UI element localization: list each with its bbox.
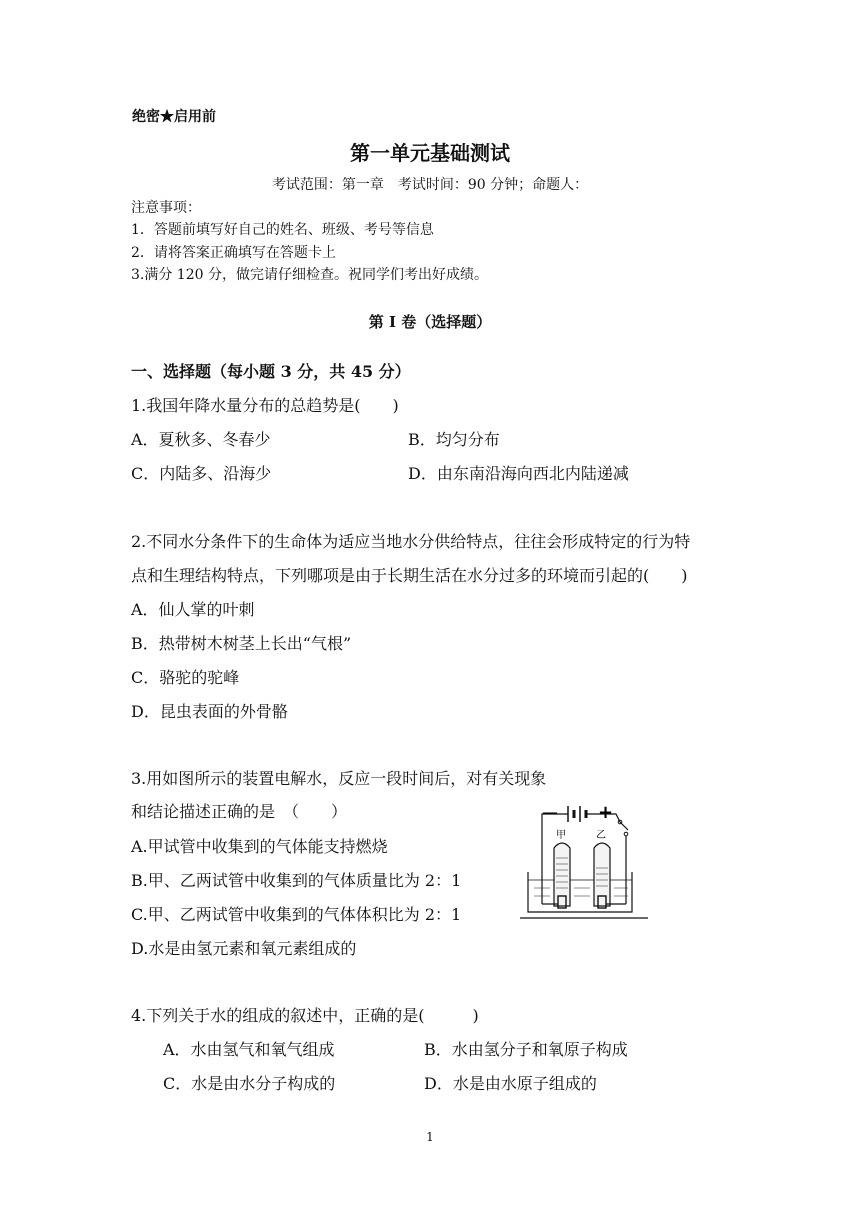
electrolysis-apparatus-figure	[520, 800, 648, 922]
option: C．水是由水分子构成的	[163, 1074, 336, 1093]
option: C．骆驼的驼峰	[131, 668, 240, 687]
option: B.甲、乙两试管中收集到的气体质量比为 2：1	[131, 871, 462, 890]
tube-label-yi: 乙	[596, 830, 606, 841]
notes-title: 注意事项：	[131, 200, 201, 216]
note-line: 3.满分 120 分，做完请仔细检查。祝同学们考出好成绩。	[131, 267, 488, 283]
question-stem-line: 和结论描述正确的是 （ ）	[131, 802, 348, 821]
option: A．夏秋多、冬春少	[131, 430, 271, 449]
option: B．热带树木树茎上长出“气根”	[131, 634, 352, 653]
page-number: 1	[426, 1130, 434, 1144]
question-stem: 1.我国年降水量分布的总趋势是( )	[131, 396, 399, 415]
page-title: 第一单元基础测试	[350, 141, 510, 165]
option: D．昆虫表面的外骨骼	[131, 702, 288, 721]
part-title: 一、选择题（每小题 3 分，共 45 分）	[131, 362, 411, 381]
option: B．均匀分布	[408, 430, 500, 449]
question-stem-line: 3.用如图所示的装置电解水，反应一段时间后，对有关现象	[131, 769, 547, 788]
option: B．水由氢分子和氧原子构成	[424, 1040, 628, 1059]
option: C.甲、乙两试管中收集到的气体体积比为 2：1	[131, 905, 462, 924]
option: A．仙人掌的叶刺	[131, 600, 255, 619]
option: D.水是由氢元素和氧元素组成的	[131, 939, 357, 958]
exam-info: 考试范围：第一章 考试时间：90 分钟；命题人：	[271, 177, 589, 193]
secret-label: 绝密★启用前	[132, 109, 216, 125]
note-line: 2．请将答案正确填写在答题卡上	[131, 245, 336, 261]
volume-title: 第 I 卷（选择题）	[368, 313, 492, 331]
option: D．水是由水原子组成的	[424, 1074, 597, 1093]
note-line: 1．答题前填写好自己的姓名、班级、考号等信息	[131, 222, 434, 238]
option: D．由东南沿海向西北内陆递减	[408, 464, 629, 483]
battery-plus-label: +	[598, 802, 614, 823]
battery-minus-label: —	[542, 803, 558, 822]
tube-label-jia: 甲	[556, 830, 566, 841]
question-stem-line: 点和生理结构特点，下列哪项是由于长期生活在水分过多的环境而引起的( )	[131, 566, 688, 585]
option: C．内陆多、沿海少	[131, 464, 272, 483]
question-stem: 4.下列关于水的组成的叙述中，正确的是( )	[131, 1006, 479, 1025]
option: A.甲试管中收集到的气体能支持燃烧	[131, 837, 388, 856]
option: A．水由氢气和氧气组成	[163, 1040, 335, 1059]
question-stem-line: 2.不同水分条件下的生命体为适应当地水分供给特点，往往会形成特定的行为特	[131, 532, 691, 551]
